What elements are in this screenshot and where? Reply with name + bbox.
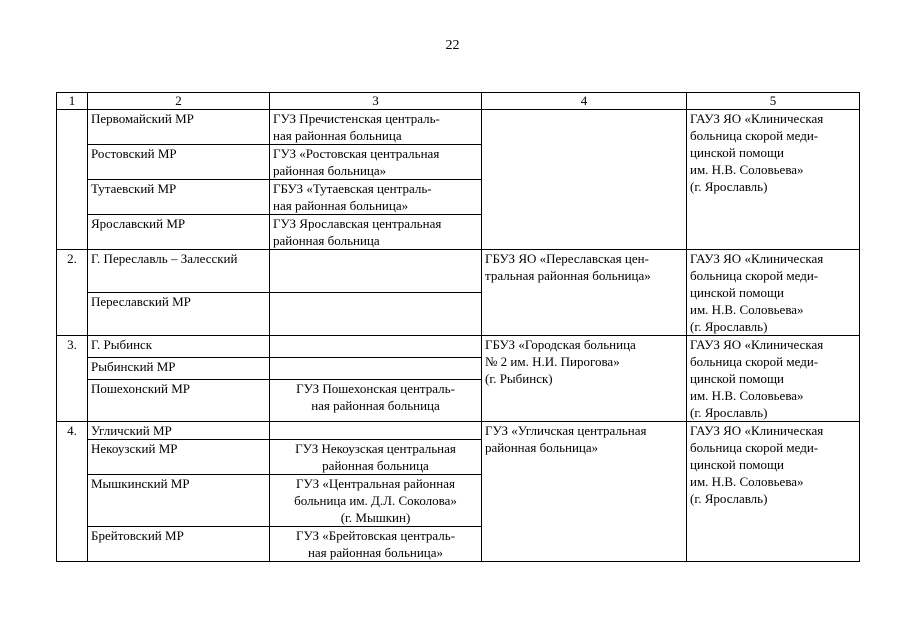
table-row	[57, 250, 860, 293]
regional-center-cell	[687, 110, 860, 250]
table-row	[57, 422, 860, 440]
text-line: цинской помощи	[690, 145, 784, 160]
text-line: больница скорой меди-	[690, 440, 819, 455]
text-line: ная районная больница»	[273, 198, 409, 213]
text-line: им. Н.В. Соловьева»	[690, 162, 804, 177]
hospital-cell	[270, 379, 482, 421]
text-line: районная больница	[273, 233, 380, 248]
hospital-cell	[270, 422, 482, 440]
table-row	[57, 336, 860, 358]
table-row	[57, 110, 860, 145]
text-line: ГУЗ Пошехонская централь-	[296, 380, 455, 396]
text-line: больница скорой меди-	[690, 128, 819, 143]
area-cell: Пошехонский МР	[88, 379, 270, 421]
text-line: (г. Ярославль)	[690, 405, 768, 420]
area-cell: Г. Рыбинск	[88, 336, 270, 358]
text-line: районная больница»	[273, 163, 387, 178]
text-line: больница им. Д.Л. Соколова»	[294, 493, 457, 508]
text-line: № 2 им. Н.И. Пирогова»	[485, 354, 620, 369]
area-cell: Тутаевский МР	[88, 180, 270, 215]
text-line: им. Н.В. Соловьева»	[690, 302, 804, 317]
regional-center-cell	[687, 422, 860, 562]
text-line: им. Н.В. Соловьева»	[690, 388, 804, 403]
header-cell: 4	[482, 93, 687, 110]
text-line: (г. Ярославль)	[690, 491, 768, 506]
text-line: ГБУЗ ЯО «Переславская цен-	[485, 251, 649, 266]
text-line: ная районная больница	[311, 397, 440, 413]
hospital-cell	[270, 293, 482, 336]
text-line: ГАУЗ ЯО «Клиническая	[690, 251, 824, 266]
text-line: ГУЗ «Угличская центральная	[485, 423, 647, 438]
area-cell: Брейтовский МР	[88, 527, 270, 562]
text-line: больница скорой меди-	[690, 354, 819, 369]
text-line: ГУЗ «Ростовская центральная	[273, 146, 440, 161]
intermunicipal-center-cell	[482, 110, 687, 250]
text-line: районная больница»	[485, 440, 599, 455]
hospital-cell	[270, 110, 482, 145]
area-cell: Первомайский МР	[88, 110, 270, 145]
hospital-cell	[270, 475, 482, 527]
area-cell: Некоузский МР	[88, 440, 270, 475]
hospital-cell	[270, 250, 482, 293]
text-line: ГАУЗ ЯО «Клиническая	[690, 423, 824, 438]
text-line: им. Н.В. Соловьева»	[690, 474, 804, 489]
text-line: ГУЗ Пречистенская централь-	[273, 111, 440, 126]
text-line: тральная районная больница»	[485, 268, 651, 283]
text-line: (г. Ярославль)	[690, 319, 768, 334]
area-cell: Переславский МР	[88, 293, 270, 336]
header-cell: 2	[88, 93, 270, 110]
regional-center-cell	[687, 336, 860, 422]
text-line: цинской помощи	[690, 457, 784, 472]
hospital-cell	[270, 357, 482, 379]
text-line: ГУЗ Ярославская центральная	[273, 216, 442, 231]
text-line: ная районная больница	[273, 128, 402, 143]
text-line: ГУЗ «Центральная районная	[296, 476, 455, 491]
text-line: (г. Ярославль)	[690, 179, 768, 194]
area-cell: Ростовский МР	[88, 145, 270, 180]
text-line: цинской помощи	[690, 371, 784, 386]
hospital-cell	[270, 336, 482, 358]
regional-center-cell	[687, 250, 860, 336]
hospital-cell	[270, 180, 482, 215]
header-cell: 3	[270, 93, 482, 110]
hospital-routing-table	[56, 92, 860, 562]
text-line: ГАУЗ ЯО «Клиническая	[690, 111, 824, 126]
area-cell: Мышкинский МР	[88, 475, 270, 527]
row-number-cell: 3.	[57, 336, 88, 422]
text-line: больница скорой меди-	[690, 268, 819, 283]
row-number-cell	[57, 110, 88, 250]
intermunicipal-center-cell	[482, 336, 687, 422]
text-line: (г. Мышкин)	[340, 510, 411, 525]
text-line: (г. Рыбинск)	[485, 371, 553, 386]
intermunicipal-center-cell	[482, 250, 687, 336]
intermunicipal-center-cell	[482, 422, 687, 562]
text-line: районная больница	[322, 458, 429, 473]
text-line: ГБУЗ «Городская больница	[485, 337, 636, 352]
row-number-cell: 4.	[57, 422, 88, 562]
text-line: ГУЗ Некоузская центральная	[295, 441, 456, 456]
text-line: ГУЗ «Брейтовская централь-	[295, 528, 456, 543]
text-line: цинской помощи	[690, 285, 784, 300]
header-row	[57, 93, 860, 110]
area-cell: Г. Переславль – Залесский	[88, 250, 270, 293]
page-number: 22	[445, 38, 460, 53]
header-cell: 5	[687, 93, 860, 110]
area-cell: Рыбинский МР	[88, 357, 270, 379]
hospital-cell	[270, 215, 482, 250]
row-number-cell: 2.	[57, 250, 88, 336]
hospital-cell	[270, 527, 482, 562]
text-line: ная районная больница»	[307, 545, 444, 560]
header-cell: 1	[57, 93, 88, 110]
hospital-cell	[270, 440, 482, 475]
area-cell: Угличский МР	[88, 422, 270, 440]
text-line: ГАУЗ ЯО «Клиническая	[690, 337, 824, 352]
text-line: ГБУЗ «Тутаевская централь-	[273, 181, 432, 196]
area-cell: Ярославский МР	[88, 215, 270, 250]
hospital-cell	[270, 145, 482, 180]
